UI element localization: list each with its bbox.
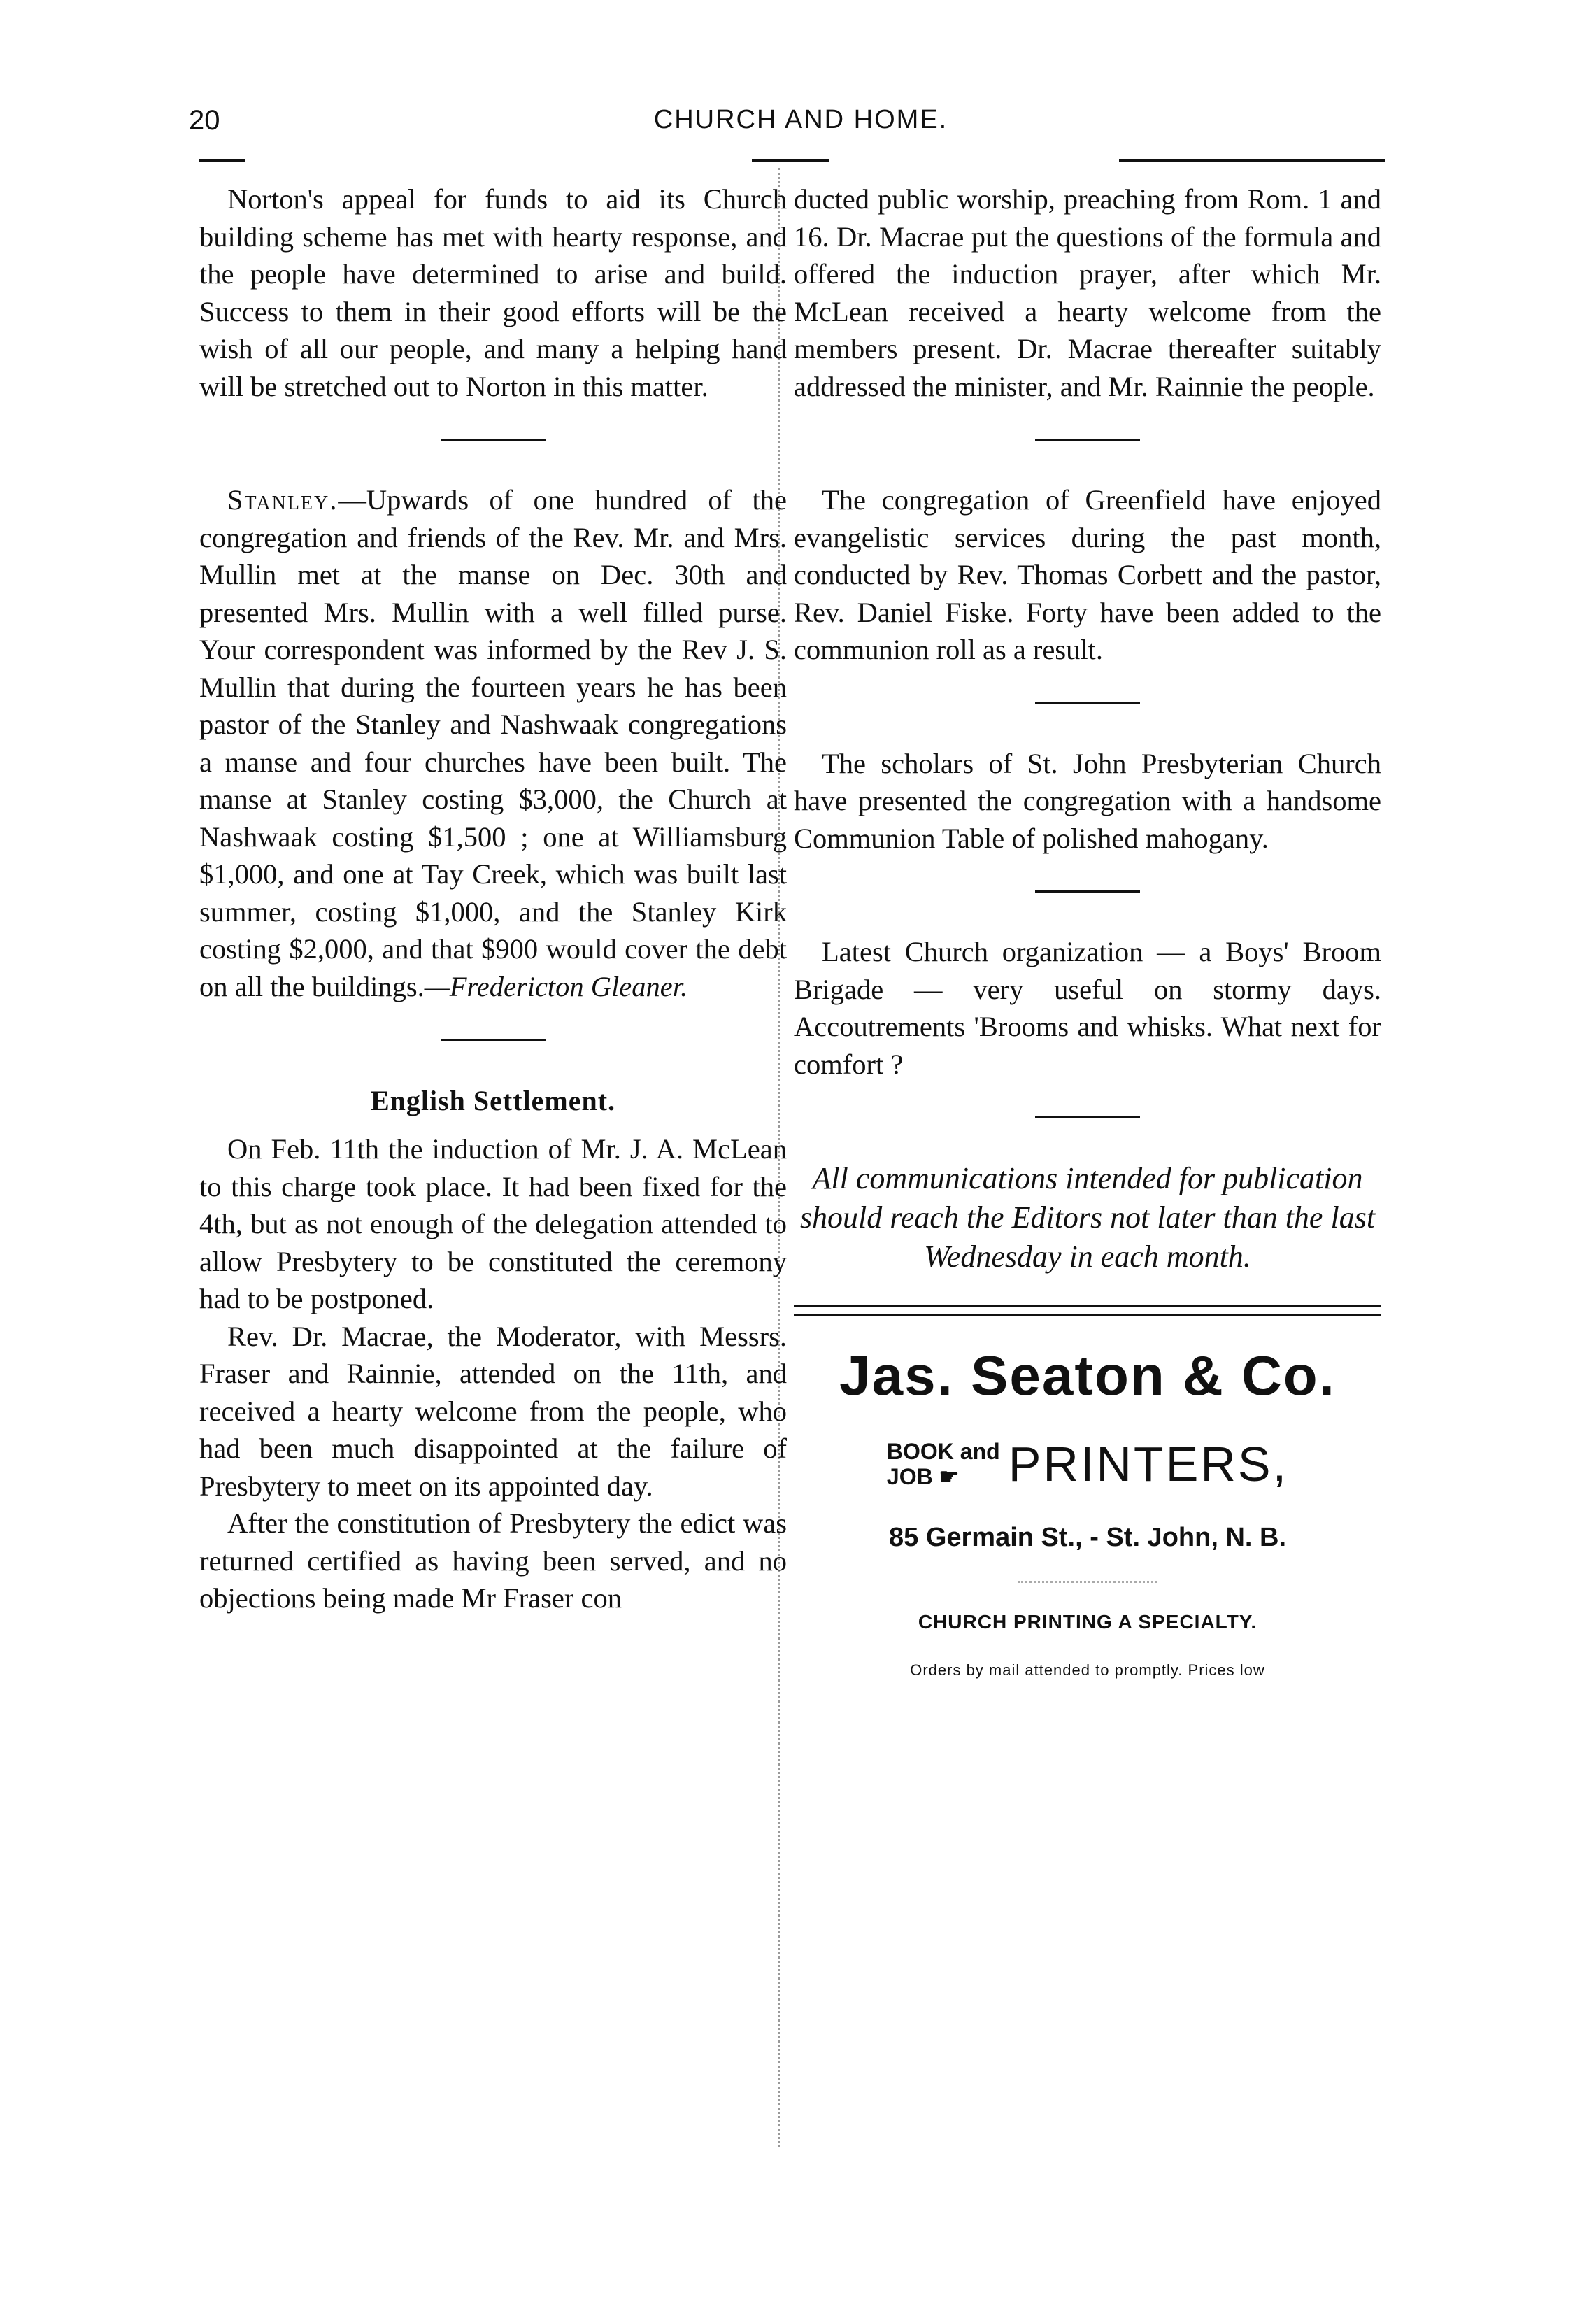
page-number: 20 (189, 105, 220, 136)
ad-job: JOB ☛ (886, 1464, 960, 1489)
stanley-paragraph (199, 481, 787, 1005)
section-separator (1035, 702, 1140, 704)
section-separator (1035, 439, 1140, 441)
norton-paragraph: Norton's appeal for funds to aid its Church building scheme has met with hearty response, and the people have determined to arise and build. Success to them in their good efforts will be the wish of all our people, and many a helping hand will be stretched out to Norton in this matter. (199, 183, 787, 402)
ad-book: BOOK and (886, 1439, 1000, 1464)
section-separator (441, 439, 546, 441)
ad-orders-line: Orders by mail attended to promptly. Prices low (910, 1661, 1265, 1679)
right-column (794, 180, 1381, 1679)
ad-dotted-divider (1018, 1581, 1157, 1583)
english-paragraph-3: After the constitution of Presbytery the edict was returned certified as having been served, and no objections being made Mr Fraser con (199, 1507, 787, 1614)
page-header (189, 105, 1413, 147)
header-rule-center (752, 159, 829, 162)
ad-printers: PRINTERS, (1008, 1437, 1289, 1491)
header-rule-right (1119, 159, 1385, 162)
ad-services (794, 1436, 1381, 1492)
section-separator (441, 1039, 546, 1041)
double-rule (794, 1305, 1381, 1316)
section-separator (1035, 1116, 1140, 1118)
left-column (199, 180, 787, 1617)
stanley-body: —Upwards of one hundred of the congregation and friends of the Rev. Mr. and Mrs. Mullin met at the manse on Dec. 30th and presented Mrs. Mullin with a well filled purse. Your correspondent was informed by the Rev J. S. Mullin that during the fourteen years he has been pastor of the Stanley and Nashwaak congregations a manse and four churches have been built. The manse at Stanley costing $3,000, the Church at Nashwaak costing $1,500 ; one at Williamsburg $1,000, and one at Tay Creek, which was built last summer, costing $1,000, and the Stanley Kirk costing $2,000, and that $900 would cover the debt on all the buildings. (199, 484, 787, 1002)
induction-continued: ducted public worship, preaching from Rom. 1 and 16. Dr. Macrae put the questions of the formula and offered the induction prayer, after which Mr. McLean received a hearty welcome from the members present. Dr. Macrae thereafter suitably addressed the minister, and Mr. Rainnie the people. (794, 183, 1381, 402)
ad-address: 85 Germain St., - St. John, N. B. (889, 1523, 1286, 1552)
greenfield-paragraph: The congregation of Greenfield have enjoyed evangelistic services during the past month, conducted by Rev. Thomas Corbett and the pastor, Rev. Daniel Fiske. Forty have been added to the communion roll as a result. (794, 484, 1381, 665)
english-paragraph-1: On Feb. 11th the induction of Mr. J. A. McLean to this charge took place. It had been fixed for the 4th, but as not enough of the delegation attended to allow Presbytery to be constituted the ceremony had to be postponed. (199, 1133, 787, 1314)
section-separator (1035, 890, 1140, 893)
english-settlement-heading: English Settlement. (370, 1085, 616, 1116)
ad-company-name: Jas. Seaton & Co. (839, 1344, 1336, 1407)
printer-advertisement (794, 1344, 1381, 1679)
stanley-lead: Stanley. (227, 484, 339, 516)
ad-specialty: CHURCH PRINTING A SPECIALTY. (918, 1611, 1257, 1633)
stanley-source: —Fredericton Gleaner. (424, 970, 688, 1002)
ad-service-types (887, 1439, 1000, 1489)
running-head: CHURCH AND HOME. (653, 105, 948, 134)
pointing-hand-icon: ☛ (939, 1464, 960, 1489)
english-paragraph-2: Rev. Dr. Macrae, the Moderator, with Messrs. Fraser and Rainnie, attended on the 11th, and received a hearty welcome from the people, who had been much disappointed at the failure of Presbytery to meet on its appointed day. (199, 1320, 787, 1502)
broom-brigade-paragraph: Latest Church organization — a Boys' Broom Brigade — very useful on stormy days. Accoutrements 'Brooms and whisks. What next for comfort ? (794, 936, 1381, 1080)
editors-notice: All communications intended for publication should reach the Editors not later than the last Wednesday in each month. (799, 1161, 1376, 1274)
header-rule-left (199, 159, 245, 162)
st-john-paragraph: The scholars of St. John Presbyterian Church have presented the congregation with a handsome Communion Table of polished mahogany. (794, 747, 1381, 854)
